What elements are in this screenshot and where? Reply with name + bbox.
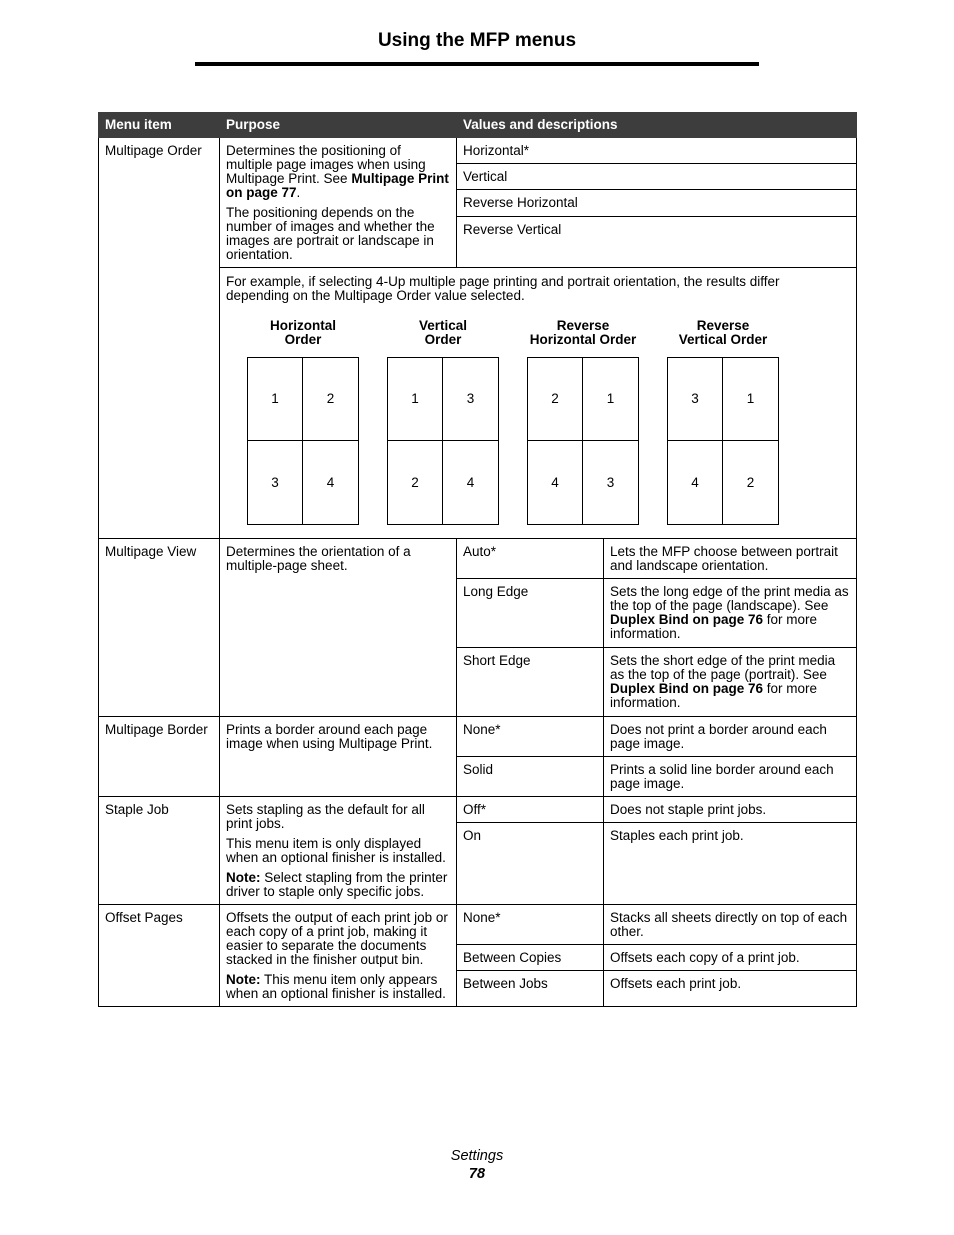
description-cell: Offsets each print job.: [604, 971, 857, 1007]
page-cell: 2: [746, 474, 755, 490]
table-row: [99, 905, 857, 945]
table-row: [99, 717, 857, 757]
page-sheet: [527, 357, 639, 525]
diagram-horizontal-order: [247, 319, 387, 525]
menu-item-multipage-view: Multipage View: [99, 539, 220, 717]
cross-reference: Multipage Print on page 77: [226, 171, 449, 200]
page-cell: 1: [723, 358, 778, 441]
purpose-multipage-border: Prints a border around each page image when using Multipage Print.: [220, 717, 457, 797]
value-cell: Between Copies: [457, 945, 604, 971]
value-cell: Off*: [457, 797, 604, 823]
cross-reference: Duplex Bind on page 76: [610, 612, 764, 627]
page-cell: 4: [466, 474, 475, 490]
value-cell: On: [457, 823, 604, 905]
order-diagrams: [247, 319, 850, 525]
diagram-label: Vertical Order: [418, 318, 468, 347]
value-cell: None*: [457, 717, 604, 757]
page-title: Using the MFP menus: [377, 30, 577, 51]
description-cell: Staples each print job.: [604, 823, 857, 905]
table-header-row: [99, 113, 857, 138]
table-row: [99, 539, 857, 579]
purpose-note: Note: This menu item only appears when an optional finisher is installed.: [226, 972, 446, 1001]
cross-reference: Duplex Bind on page 76: [610, 681, 764, 696]
menu-item-offset-pages: Offset Pages: [99, 905, 220, 1007]
page-cell: 3: [668, 358, 723, 441]
purpose-staple-job: [220, 797, 457, 905]
page-cell: 3: [443, 358, 498, 441]
table-row: [99, 797, 857, 823]
column-header-values: Values and descriptions: [457, 113, 857, 138]
value-cell: Reverse Horizontal: [457, 190, 857, 216]
page-footer: [0, 1147, 954, 1183]
page-sheet: [247, 357, 359, 525]
diagram-label: Horizontal Order: [270, 318, 336, 347]
table-row: [99, 138, 857, 164]
value-cell: Short Edge: [457, 648, 604, 717]
page-sheet: [387, 357, 499, 525]
column-header-menu-item: Menu item: [99, 113, 220, 138]
description-cell: Sets the short edge of the print media as the top of the page (portrait). See Duplex Bind on page 76 for more information.: [604, 648, 857, 717]
description-cell: Offsets each copy of a print job.: [604, 945, 857, 971]
page-cell: 4: [528, 441, 583, 524]
page-cell: 1: [248, 358, 303, 441]
diagram-label: Reverse Vertical Order: [678, 318, 768, 347]
purpose-multipage-order: [220, 138, 457, 268]
description-cell: Stacks all sheets directly on top of each other.: [604, 905, 857, 945]
purpose-paragraph: Sets stapling as the default for all print jobs.: [226, 802, 425, 831]
purpose-offset-pages: [220, 905, 457, 1007]
purpose-paragraph: Offsets the output of each print job or each copy of a print job, making it easier to separate the documents stacked in the finisher output bin.: [226, 910, 448, 967]
page-cell: 2: [388, 441, 443, 524]
purpose-multipage-view: Determines the orientation of a multiple-page sheet.: [220, 539, 457, 717]
diagram-vertical-order: [387, 319, 527, 525]
menu-settings-table: [98, 112, 857, 1007]
diagram-reverse-horizontal-order: [527, 319, 667, 525]
diagram-reverse-vertical-order: [667, 319, 807, 525]
purpose-paragraph: This menu item is only displayed when an optional finisher is installed.: [226, 836, 446, 865]
value-cell: Auto*: [457, 539, 604, 579]
page-cell: 1: [583, 358, 638, 441]
menu-item-multipage-border: Multipage Border: [99, 717, 220, 797]
example-text: For example, if selecting 4-Up multiple page printing and portrait orientation, the results differ depending on the Multipage Order value selected.: [226, 274, 780, 303]
value-cell: Vertical: [457, 164, 857, 190]
value-cell: Long Edge: [457, 579, 604, 648]
description-cell: Does not print a border around each page image.: [604, 717, 857, 757]
page-cell: 2: [303, 358, 358, 441]
description-cell: Sets the long edge of the print media as the top of the page (landscape). See Duplex Bind on page 76 for more information.: [604, 579, 857, 648]
page-cell: 2: [528, 358, 583, 441]
value-cell: Horizontal*: [457, 138, 857, 164]
page-cell: 3: [606, 474, 615, 490]
diagram-label: Reverse Horizontal Order: [529, 318, 637, 347]
value-cell: Reverse Vertical: [457, 216, 857, 267]
purpose-note: Note: Select stapling from the printer driver to staple only specific jobs.: [226, 870, 448, 899]
footer-section: Settings: [450, 1148, 504, 1164]
description-cell: Lets the MFP choose between portrait and landscape orientation.: [604, 539, 857, 579]
value-cell: Between Jobs: [457, 971, 604, 1007]
page-cell: 3: [248, 441, 303, 524]
menu-item-staple-job: Staple Job: [99, 797, 220, 905]
purpose-paragraph: Determines the positioning of multiple page images when using Multipage Print. See Multipage Print on page 77.: [226, 143, 449, 200]
description-cell: Prints a solid line border around each page image.: [604, 757, 857, 797]
header-rule: [195, 62, 759, 66]
page-cell: 4: [326, 474, 335, 490]
page-number: 78: [468, 1166, 486, 1182]
page-cell: 4: [668, 441, 723, 524]
purpose-paragraph: The positioning depends on the number of images and whether the images are portrait or landscape in orientation.: [226, 205, 435, 262]
multipage-order-example: [220, 268, 857, 539]
column-header-purpose: Purpose: [220, 113, 457, 138]
value-cell: Solid: [457, 757, 604, 797]
value-cell: None*: [457, 905, 604, 945]
page-cell: 1: [388, 358, 443, 441]
menu-item-multipage-order: Multipage Order: [99, 138, 220, 539]
page-sheet: [667, 357, 779, 525]
description-cell: Does not staple print jobs.: [604, 797, 857, 823]
